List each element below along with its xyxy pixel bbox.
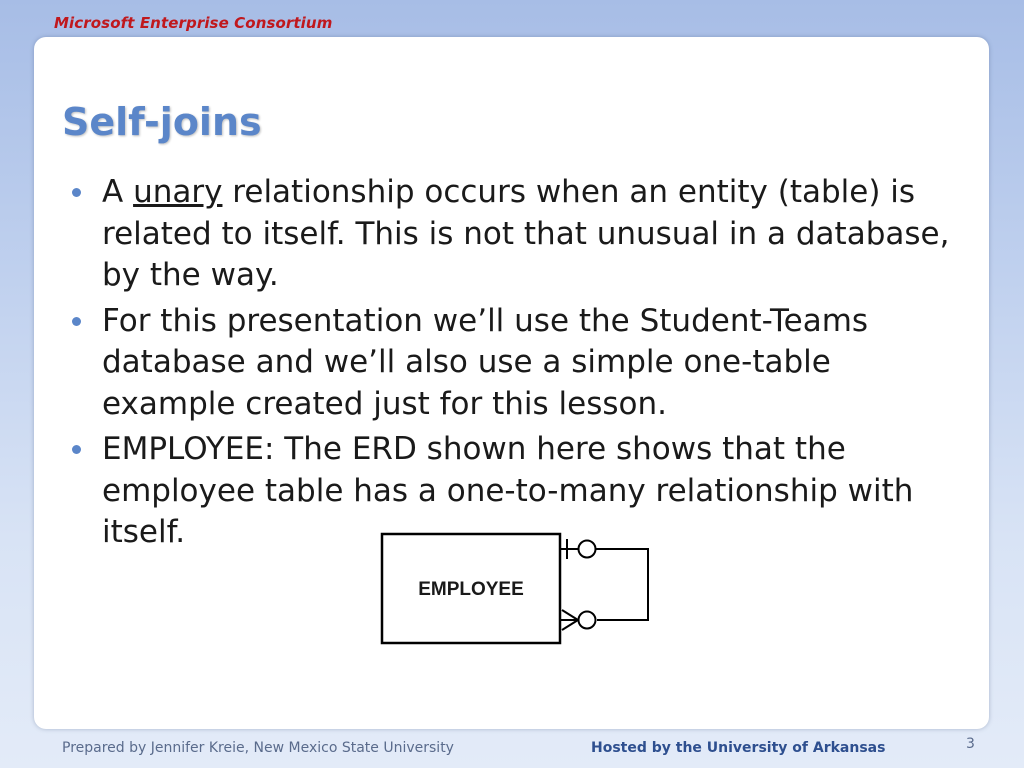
bullet-dot-icon [72,317,81,326]
slide-title: Self-joins [62,100,262,144]
bullet-text: For this presentation we’ll use the Student-Teams database and we’ll also use a simple one-table example created just for this lesson. [102,302,869,422]
entity-label: EMPLOYEE [418,579,524,600]
bullet-dot-icon [72,188,81,197]
relationship-line [560,549,648,620]
bullet-list [70,172,970,558]
footer-author: Prepared by Jennifer Kreie, New Mexico State University [62,740,454,756]
underlined-term: unary [133,174,223,210]
bullet-item-student-teams [70,301,970,426]
page-number: 3 [966,736,975,752]
bullet-text-suffix: relationship occurs when an entity (table) is related to itself. This is not that unusual in a database, by the way. [102,174,950,293]
bullet-text: EMPLOYEE: The ERD shown here shows that the employee table has a one-to-many relationship with itself. [102,431,914,550]
consortium-brand: Microsoft Enterprise Consortium [54,14,333,32]
bullet-dot-icon [72,445,81,454]
bullet-text-prefix: A [102,174,134,210]
footer-host: Hosted by the University of Arkansas [591,740,886,756]
erd-diagram [380,532,655,647]
bullet-item-unary [70,172,970,297]
